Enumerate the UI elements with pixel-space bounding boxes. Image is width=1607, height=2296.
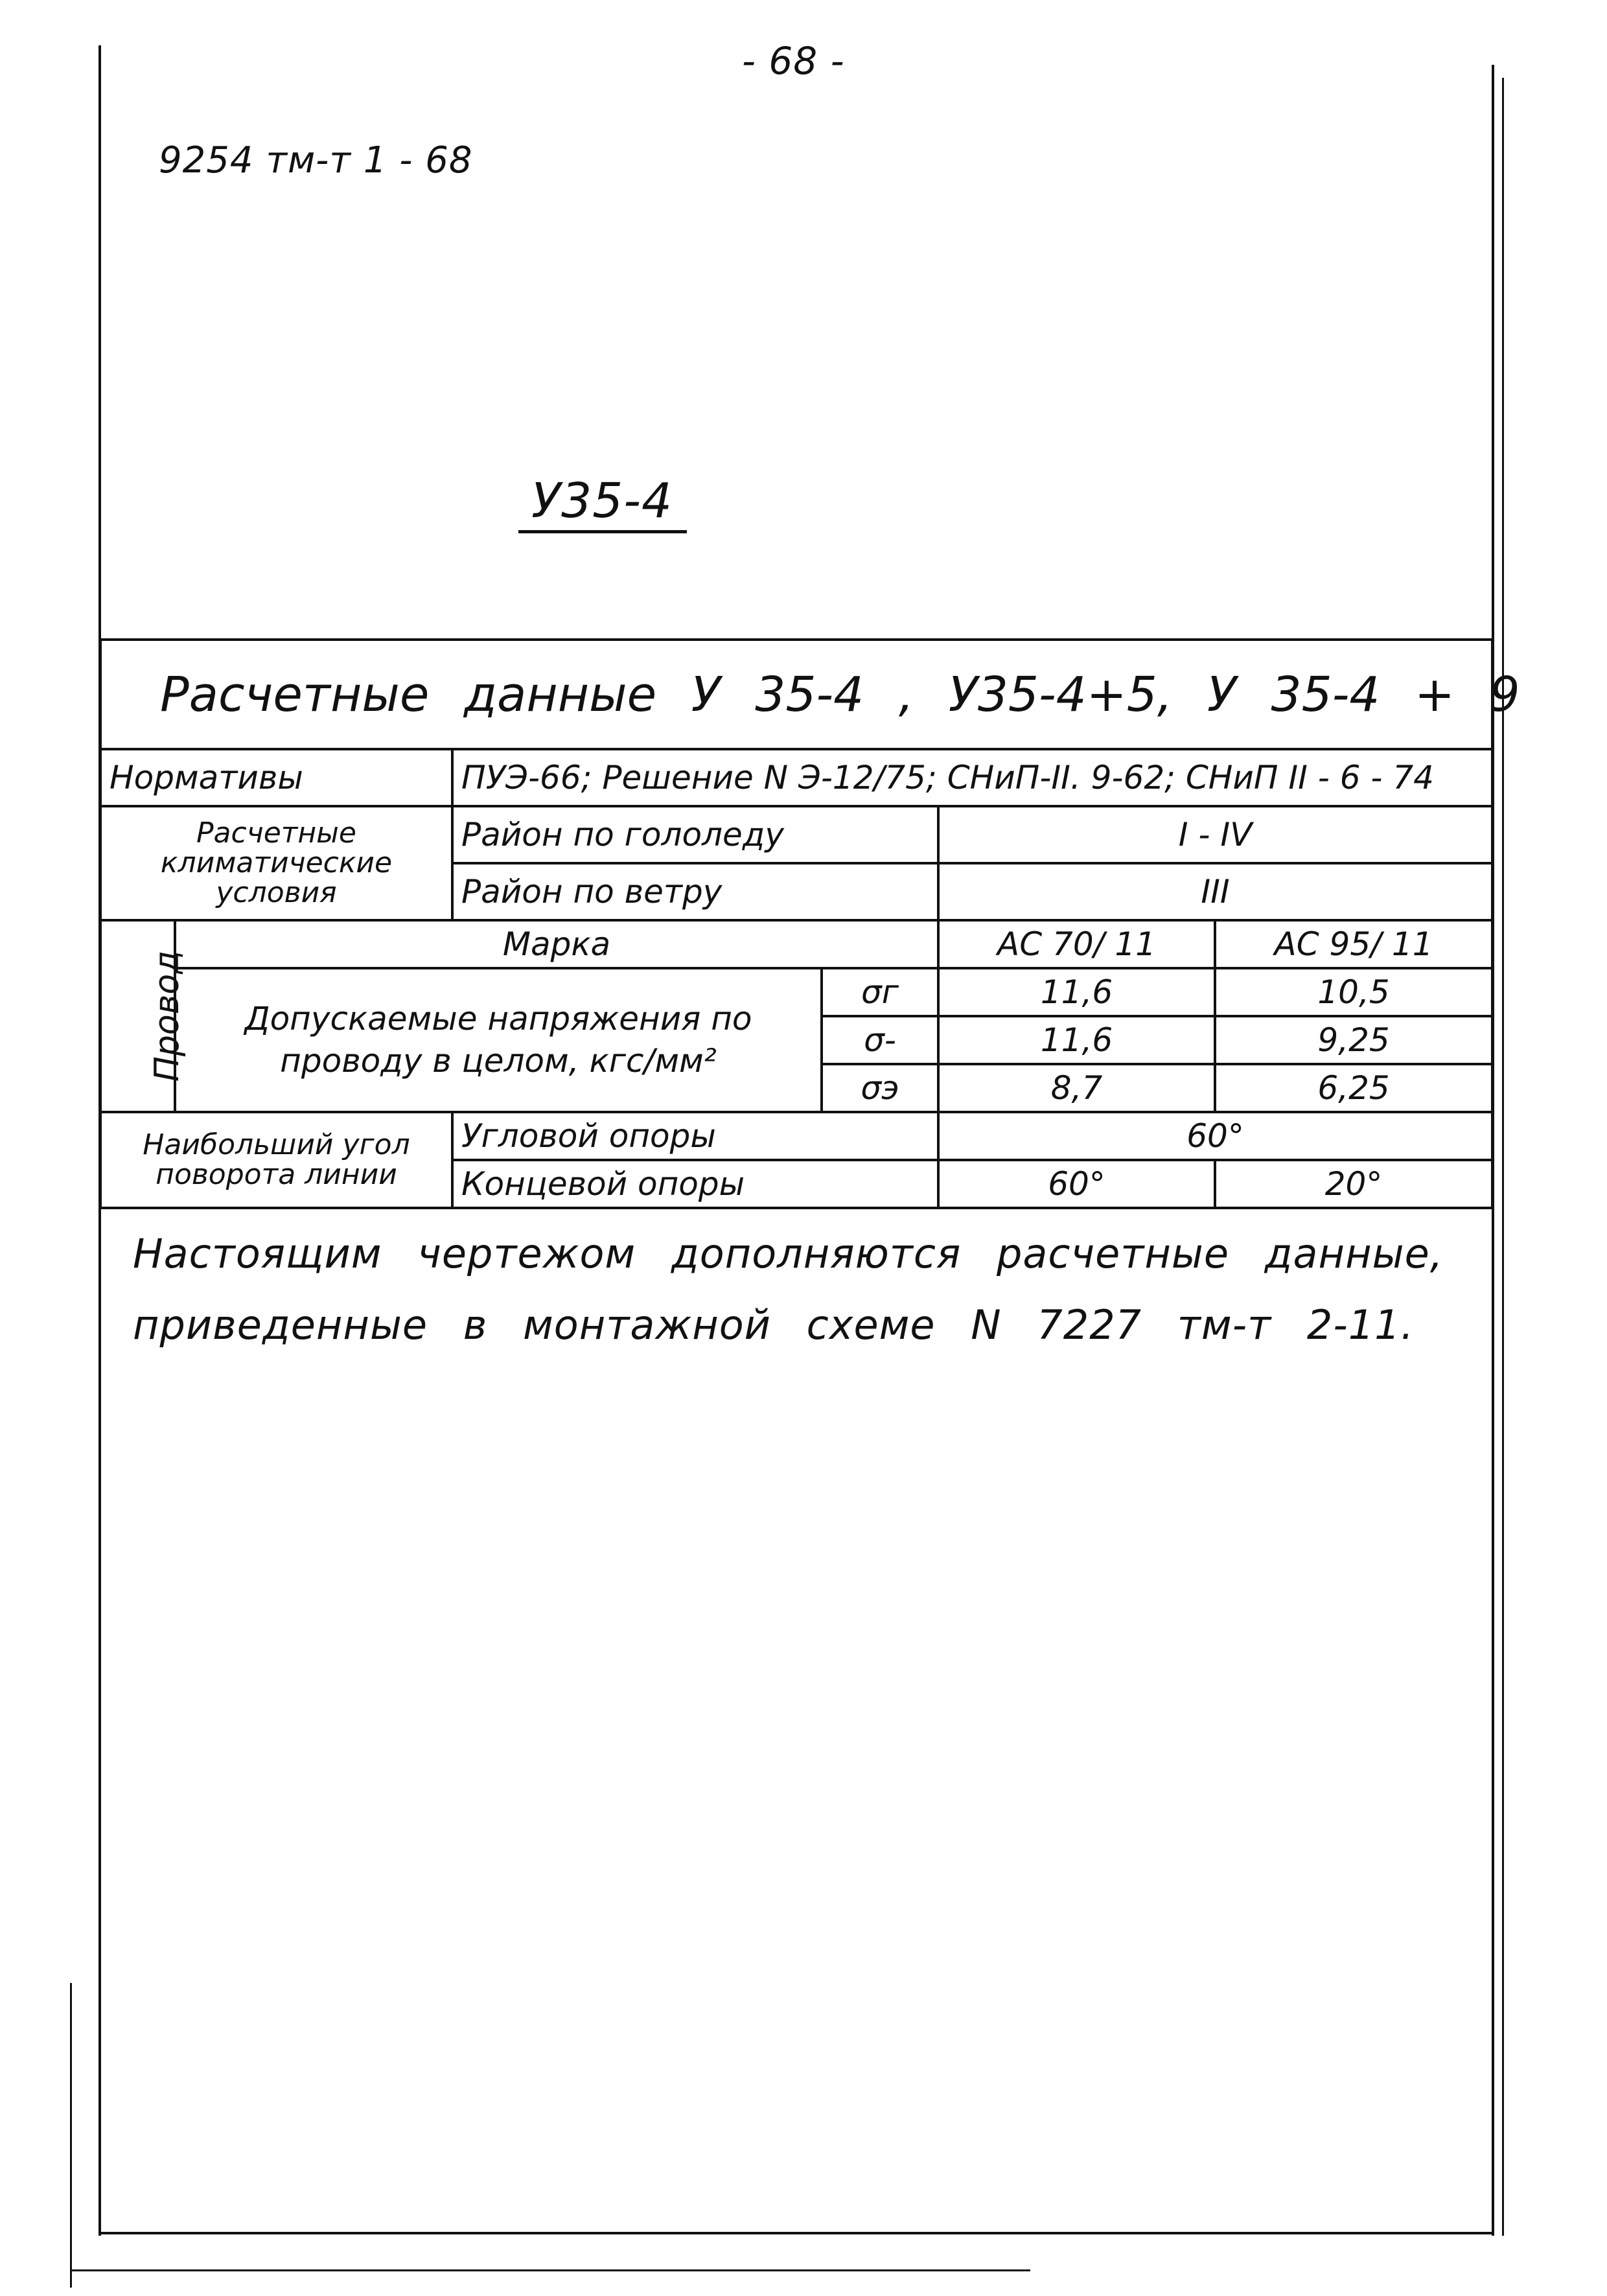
wind-region-label: Район по ветру xyxy=(452,863,938,920)
end-support-value-2: 20° xyxy=(1215,1160,1492,1208)
normatives-label: Нормативы xyxy=(100,749,452,806)
stress-value: 9,25 xyxy=(1215,1016,1492,1064)
stress-value: 6,25 xyxy=(1215,1064,1492,1112)
allowable-stress-label: Допускаемые напряжения по проводу в целом, кгс/мм² xyxy=(175,968,822,1112)
wind-region-value: III xyxy=(938,863,1492,920)
page-number: - 68 - xyxy=(742,39,845,83)
stress-symbol: σ- xyxy=(822,1016,938,1064)
stress-symbol: σэ xyxy=(822,1064,938,1112)
calculation-data-table xyxy=(99,638,1520,1209)
wire-brand-1: АС 70/ 11 xyxy=(938,920,1215,968)
stress-value: 11,6 xyxy=(938,1016,1215,1064)
note-line-2: приведенные в монтажной схеме N 7227 тм-т 2-11. xyxy=(133,1301,1415,1349)
end-support-label: Концевой опоры xyxy=(452,1160,938,1208)
document-code: 9254 тм-т 1 - 68 xyxy=(159,139,473,181)
section-title-underline xyxy=(518,530,687,533)
corner-support-label: Угловой опоры xyxy=(452,1112,938,1160)
normatives-value: ПУЭ-66; Решение N Э-12/75; СНиП-II. 9-62; СНиП II - 6 - 74 xyxy=(452,749,1492,806)
corner-support-value: 60° xyxy=(938,1112,1492,1160)
right-outer-line xyxy=(1502,78,1504,2236)
climate-conditions-label: Расчетные климатические условия xyxy=(100,806,452,920)
wire-brand-2: АС 95/ 11 xyxy=(1215,920,1492,968)
wire-brand-label: Марка xyxy=(175,920,938,968)
stress-value: 8,7 xyxy=(938,1064,1215,1112)
stress-symbol: σг xyxy=(822,968,938,1016)
note-paragraph xyxy=(133,1218,1494,1361)
ice-region-label: Район по гололеду xyxy=(452,806,938,863)
bottom-trim-line xyxy=(71,2269,1030,2271)
wire-group-label: Провод xyxy=(148,950,187,1082)
table-title: Расчетные данные У 35-4 , У35-4+5, У 35-4 + 9 xyxy=(100,640,1492,749)
note-line-1: Настоящим чертежом дополняются расчетные данные, xyxy=(133,1230,1444,1277)
left-trim-line xyxy=(70,1983,72,2288)
end-support-value-1: 60° xyxy=(938,1160,1215,1208)
bottom-border-line xyxy=(98,2232,1494,2234)
stress-value: 11,6 xyxy=(938,968,1215,1016)
max-turn-angle-label: Наибольший угол поворота линии xyxy=(100,1112,452,1208)
section-title: У35-4 xyxy=(531,473,673,529)
wire-group-cell xyxy=(100,920,187,1112)
stress-value: 10,5 xyxy=(1215,968,1492,1016)
ice-region-value: I - IV xyxy=(938,806,1492,863)
